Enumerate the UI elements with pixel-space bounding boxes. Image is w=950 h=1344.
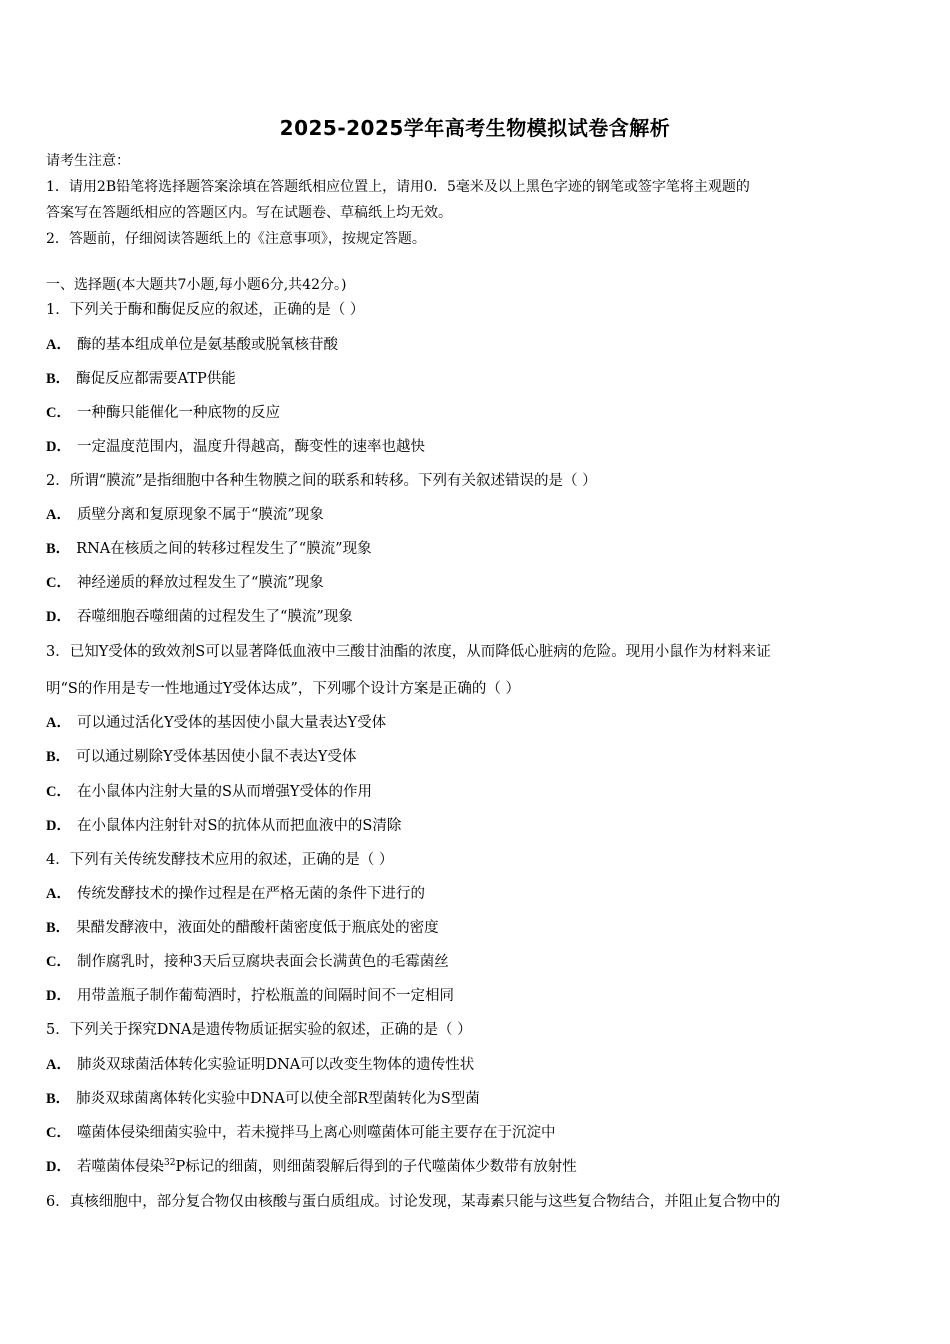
notice-line: 2．答题前，仔细阅读答题纸上的《注意事项》，按规定答题。 (46, 231, 426, 247)
option-letter: D． (46, 609, 71, 625)
option-item (46, 335, 338, 355)
option-item (46, 437, 425, 457)
question-stem: 6．真核细胞中，部分复合物仅由核酸与蛋白质组成。讨论发现，某毒素只能与这些复合物结合，并阻止复合物中的 (46, 1194, 781, 1210)
notice-block (46, 148, 906, 252)
question-stem: 4．下列有关传统发酵技术应用的叙述，正确的是（ ） (46, 852, 394, 868)
option-text: P标记的细菌，则细菌裂解后得到的子代噬菌体少数带有放射性 (175, 1159, 577, 1175)
question-stem: 2．所谓“膜流”是指细胞中各种生物膜之间的联系和转移。下列有关叙述错误的是（ ） (46, 473, 597, 489)
option-letter: D． (46, 988, 71, 1004)
option-letter: C． (46, 1125, 71, 1141)
option-letter: A． (46, 1057, 71, 1073)
option-letter: B． (46, 371, 71, 387)
option-letter: D． (46, 439, 71, 455)
question-stem: 5．下列关于探究DNA是遗传物质证据实验的叙述，正确的是（ ） (46, 1022, 472, 1038)
option-text: 制作腐乳时，接种3天后豆腐块表面会长满黄色的毛霉菌丝 (76, 954, 449, 970)
option-item (46, 782, 372, 802)
option-text: 酶促反应都需要ATP供能 (76, 371, 236, 387)
option-letter: C． (46, 405, 71, 421)
option-text: 一定温度范围内，温度升得越高，酶变性的速率也越快 (76, 439, 425, 455)
option-text: 神经递质的释放过程发生了“膜流”现象 (76, 575, 324, 591)
option-text: RNA在核质之间的转移过程发生了“膜流”现象 (76, 541, 372, 557)
option-text: 若噬菌体侵染 (76, 1159, 164, 1175)
option-text: 肺炎双球菌活体转化实验证明DNA可以改变生物体的遗传性状 (76, 1057, 475, 1073)
option-letter: C． (46, 954, 71, 970)
option-item (46, 403, 280, 423)
option-item (46, 369, 236, 389)
option-item (46, 1123, 555, 1143)
option-text: 可以通过剔除Y受体基因使小鼠不表达Y受体 (76, 749, 357, 765)
option-letter: B． (46, 749, 71, 765)
option-item (46, 573, 324, 593)
section-heading: 一、选择题(本大题共7小题,每小题6分,共42分。) (46, 277, 347, 293)
option-text: 质壁分离和复原现象不属于“膜流”现象 (76, 507, 324, 523)
option-letter: A． (46, 715, 71, 731)
option-item (46, 986, 454, 1006)
option-text: 在小鼠体内注射针对S的抗体从而把血液中的S清除 (76, 818, 402, 834)
option-item (46, 1055, 474, 1075)
question-stem-continued: 明“S的作用是专一性地通过Y受体达成”，下列哪个设计方案是正确的（ ） (46, 681, 520, 697)
isotope-superscript: 32 (163, 1158, 176, 1169)
option-item (46, 607, 353, 627)
option-text: 用带盖瓶子制作葡萄酒时，拧松瓶盖的间隔时间不一定相同 (76, 988, 454, 1004)
option-item (46, 952, 449, 972)
document-title: 2025-2025学年高考生物模拟试卷含解析 (279, 116, 671, 140)
option-letter: A． (46, 886, 71, 902)
option-text: 噬菌体侵染细菌实验中，若未搅拌马上离心则噬菌体可能主要存在于沉淀中 (76, 1125, 556, 1141)
option-item (46, 1157, 577, 1177)
option-text: 吞噬细胞吞噬细菌的过程发生了“膜流”现象 (76, 609, 353, 625)
option-letter: B． (46, 920, 71, 936)
option-letter: B． (46, 541, 71, 557)
option-item (46, 747, 356, 767)
notice-line: 答案写在答题纸相应的答题区内。写在试题卷、草稿纸上均无效。 (46, 205, 452, 221)
option-letter: B． (46, 1091, 71, 1107)
option-letter: D． (46, 1159, 71, 1175)
question-stem: 3．已知Y受体的致效剂S可以显著降低血液中三酸甘油酯的浓度，从而降低心脏病的危险。现用小鼠作为材料来证 (46, 644, 771, 660)
notice-heading: 请考生注意： (46, 153, 130, 169)
option-text: 一种酶只能催化一种底物的反应 (76, 405, 280, 421)
option-letter: C． (46, 784, 71, 800)
option-letter: C． (46, 575, 71, 591)
option-item (46, 505, 324, 525)
option-text: 传统发酵技术的操作过程是在严格无菌的条件下进行的 (76, 886, 425, 902)
option-item (46, 918, 439, 938)
option-item (46, 1089, 480, 1109)
option-text: 可以通过活化Y受体的基因使小鼠大量表达Y受体 (76, 715, 387, 731)
option-letter: A． (46, 507, 71, 523)
option-letter: A． (46, 337, 71, 353)
notice-line: 1．请用2B铅笔将选择题答案涂填在答题纸相应位置上，请用0．5毫米及以上黑色字迹的钢笔或签字笔将主观题的 (46, 179, 750, 195)
option-text: 酶的基本组成单位是氨基酸或脱氧核苷酸 (76, 337, 338, 353)
option-text: 肺炎双球菌离体转化实验中DNA可以使全部R型菌转化为S型菌 (76, 1091, 480, 1107)
option-item (46, 816, 401, 836)
option-text: 果醋发酵液中，液面处的醋酸杆菌密度低于瓶底处的密度 (76, 920, 439, 936)
option-item (46, 539, 372, 559)
option-item (46, 884, 425, 904)
option-text: 在小鼠体内注射大量的S从而增强Y受体的作用 (76, 784, 372, 800)
option-item (46, 713, 386, 733)
option-letter: D． (46, 818, 71, 834)
question-stem: 1．下列关于酶和酶促反应的叙述，正确的是（ ） (46, 302, 365, 318)
